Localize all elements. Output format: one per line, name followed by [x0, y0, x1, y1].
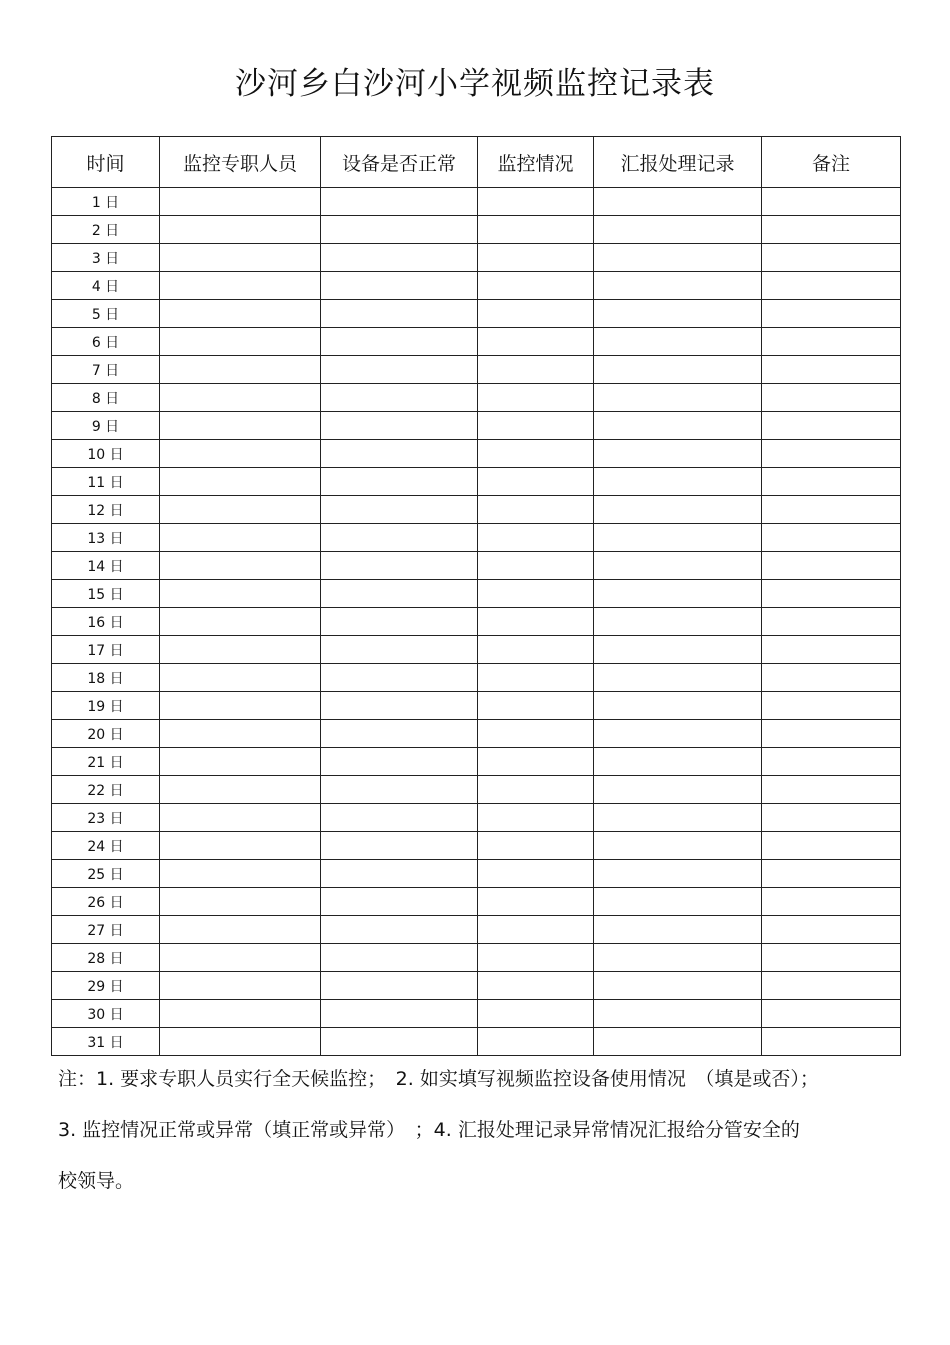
staff-cell[interactable]: [160, 804, 321, 832]
day-cell: 3 日: [52, 244, 160, 272]
remarks-cell[interactable]: [762, 552, 901, 580]
day-cell: 25 日: [52, 860, 160, 888]
report-cell[interactable]: [594, 412, 762, 440]
status-cell[interactable]: [478, 552, 594, 580]
table-row: [52, 720, 901, 748]
remarks-cell[interactable]: [762, 356, 901, 384]
day-cell: 9 日: [52, 412, 160, 440]
staff-cell[interactable]: [160, 216, 321, 244]
day-cell: 21 日: [52, 748, 160, 776]
header-report-record: 汇报处理记录: [594, 137, 762, 188]
equipment-cell[interactable]: [321, 1000, 478, 1028]
status-cell[interactable]: [478, 300, 594, 328]
table-row: [52, 440, 901, 468]
staff-cell[interactable]: [160, 244, 321, 272]
equipment-cell[interactable]: [321, 888, 478, 916]
equipment-cell[interactable]: [321, 748, 478, 776]
table-row: [52, 776, 901, 804]
remarks-cell[interactable]: [762, 832, 901, 860]
header-monitor-staff: 监控专职人员: [160, 137, 321, 188]
status-cell[interactable]: [478, 664, 594, 692]
report-cell[interactable]: [594, 580, 762, 608]
table-row: [52, 188, 901, 216]
equipment-cell[interactable]: [321, 832, 478, 860]
equipment-cell[interactable]: [321, 692, 478, 720]
table-row: [52, 272, 901, 300]
day-cell: 22 日: [52, 776, 160, 804]
status-cell[interactable]: [478, 1028, 594, 1056]
table-row: [52, 356, 901, 384]
report-cell[interactable]: [594, 1000, 762, 1028]
table-row: [52, 412, 901, 440]
status-cell[interactable]: [478, 888, 594, 916]
day-cell: 8 日: [52, 384, 160, 412]
equipment-cell[interactable]: [321, 216, 478, 244]
day-cell: 7 日: [52, 356, 160, 384]
remarks-cell[interactable]: [762, 1028, 901, 1056]
staff-cell[interactable]: [160, 468, 321, 496]
table-row: [52, 1028, 901, 1056]
status-cell[interactable]: [478, 580, 594, 608]
table-row: [52, 888, 901, 916]
table-row: [52, 216, 901, 244]
remarks-cell[interactable]: [762, 748, 901, 776]
table-row: [52, 608, 901, 636]
table-row: [52, 244, 901, 272]
equipment-cell[interactable]: [321, 916, 478, 944]
staff-cell[interactable]: [160, 692, 321, 720]
staff-cell[interactable]: [160, 356, 321, 384]
staff-cell[interactable]: [160, 272, 321, 300]
monitoring-log-table: [51, 136, 901, 1056]
document-title: 沙河乡白沙河小学视频监控记录表: [235, 66, 715, 102]
status-cell[interactable]: [478, 524, 594, 552]
table-row: [52, 580, 901, 608]
remarks-cell[interactable]: [762, 804, 901, 832]
day-cell: 19 日: [52, 692, 160, 720]
table-row: [52, 524, 901, 552]
staff-cell[interactable]: [160, 944, 321, 972]
equipment-cell[interactable]: [321, 720, 478, 748]
notes-section: [58, 1062, 908, 1215]
day-cell: 16 日: [52, 608, 160, 636]
table-row: [52, 748, 901, 776]
report-cell[interactable]: [594, 972, 762, 1000]
staff-cell[interactable]: [160, 832, 321, 860]
equipment-cell[interactable]: [321, 944, 478, 972]
note-line: 注：1. 要求专职人员实行全天候监控； 2. 如实填写视频监控设备使用情况 （填是或否）；: [58, 1068, 819, 1090]
day-cell: 29 日: [52, 972, 160, 1000]
remarks-cell[interactable]: [762, 608, 901, 636]
remarks-cell[interactable]: [762, 216, 901, 244]
header-time: 时间: [52, 137, 160, 188]
remarks-cell[interactable]: [762, 440, 901, 468]
status-cell[interactable]: [478, 692, 594, 720]
status-cell[interactable]: [478, 776, 594, 804]
report-cell[interactable]: [594, 496, 762, 524]
equipment-cell[interactable]: [321, 468, 478, 496]
remarks-cell[interactable]: [762, 384, 901, 412]
equipment-cell[interactable]: [321, 440, 478, 468]
equipment-cell[interactable]: [321, 496, 478, 524]
staff-cell[interactable]: [160, 888, 321, 916]
equipment-cell[interactable]: [321, 328, 478, 356]
staff-cell[interactable]: [160, 748, 321, 776]
report-cell[interactable]: [594, 636, 762, 664]
report-cell[interactable]: [594, 804, 762, 832]
status-cell[interactable]: [478, 944, 594, 972]
remarks-cell[interactable]: [762, 916, 901, 944]
status-cell[interactable]: [478, 244, 594, 272]
report-cell[interactable]: [594, 832, 762, 860]
status-cell[interactable]: [478, 804, 594, 832]
day-cell: 18 日: [52, 664, 160, 692]
table-row: [52, 1000, 901, 1028]
table-row: [52, 944, 901, 972]
header-equipment-normal: 设备是否正常: [321, 137, 478, 188]
day-cell: 24 日: [52, 832, 160, 860]
remarks-cell[interactable]: [762, 692, 901, 720]
report-cell[interactable]: [594, 776, 762, 804]
table-row: [52, 496, 901, 524]
day-cell: 5 日: [52, 300, 160, 328]
table-row: [52, 468, 901, 496]
day-cell: 14 日: [52, 552, 160, 580]
remarks-cell[interactable]: [762, 524, 901, 552]
table-row: [52, 860, 901, 888]
equipment-cell[interactable]: [321, 356, 478, 384]
staff-cell[interactable]: [160, 440, 321, 468]
staff-cell[interactable]: [160, 328, 321, 356]
status-cell[interactable]: [478, 748, 594, 776]
table-row: [52, 664, 901, 692]
status-cell[interactable]: [478, 832, 594, 860]
report-cell[interactable]: [594, 860, 762, 888]
table-row: [52, 300, 901, 328]
staff-cell[interactable]: [160, 664, 321, 692]
report-cell[interactable]: [594, 244, 762, 272]
report-cell[interactable]: [594, 440, 762, 468]
remarks-cell[interactable]: [762, 328, 901, 356]
table-row: [52, 552, 901, 580]
day-cell: 26 日: [52, 888, 160, 916]
status-cell[interactable]: [478, 468, 594, 496]
equipment-cell[interactable]: [321, 636, 478, 664]
status-cell[interactable]: [478, 328, 594, 356]
day-cell: 6 日: [52, 328, 160, 356]
equipment-cell[interactable]: [321, 804, 478, 832]
equipment-cell[interactable]: [321, 608, 478, 636]
table-row: [52, 384, 901, 412]
equipment-cell[interactable]: [321, 776, 478, 804]
note-line: 3. 监控情况正常或异常（填正常或异常） ；4. 汇报处理记录异常情况汇报给分管安全的: [58, 1119, 800, 1141]
table-row: [52, 636, 901, 664]
status-cell[interactable]: [478, 972, 594, 1000]
staff-cell[interactable]: [160, 496, 321, 524]
status-cell[interactable]: [478, 1000, 594, 1028]
status-cell[interactable]: [478, 384, 594, 412]
remarks-cell[interactable]: [762, 720, 901, 748]
report-cell[interactable]: [594, 356, 762, 384]
status-cell[interactable]: [478, 412, 594, 440]
staff-cell[interactable]: [160, 776, 321, 804]
staff-cell[interactable]: [160, 524, 321, 552]
status-cell[interactable]: [478, 188, 594, 216]
status-cell[interactable]: [478, 916, 594, 944]
day-cell: 11 日: [52, 468, 160, 496]
remarks-cell[interactable]: [762, 636, 901, 664]
equipment-cell[interactable]: [321, 244, 478, 272]
remarks-cell[interactable]: [762, 244, 901, 272]
staff-cell[interactable]: [160, 972, 321, 1000]
remarks-cell[interactable]: [762, 496, 901, 524]
equipment-cell[interactable]: [321, 300, 478, 328]
table-row: [52, 804, 901, 832]
day-cell: 15 日: [52, 580, 160, 608]
equipment-cell[interactable]: [321, 1028, 478, 1056]
equipment-cell[interactable]: [321, 188, 478, 216]
staff-cell[interactable]: [160, 1028, 321, 1056]
table-row: [52, 692, 901, 720]
report-cell[interactable]: [594, 468, 762, 496]
status-cell[interactable]: [478, 496, 594, 524]
equipment-cell[interactable]: [321, 580, 478, 608]
equipment-cell[interactable]: [321, 272, 478, 300]
remarks-cell[interactable]: [762, 412, 901, 440]
status-cell[interactable]: [478, 440, 594, 468]
staff-cell[interactable]: [160, 1000, 321, 1028]
equipment-cell[interactable]: [321, 384, 478, 412]
equipment-cell[interactable]: [321, 860, 478, 888]
status-cell[interactable]: [478, 356, 594, 384]
report-cell[interactable]: [594, 216, 762, 244]
remarks-cell[interactable]: [762, 888, 901, 916]
remarks-cell[interactable]: [762, 776, 901, 804]
report-cell[interactable]: [594, 272, 762, 300]
day-cell: 20 日: [52, 720, 160, 748]
status-cell[interactable]: [478, 720, 594, 748]
report-cell[interactable]: [594, 1028, 762, 1056]
report-cell[interactable]: [594, 524, 762, 552]
status-cell[interactable]: [478, 636, 594, 664]
day-cell: 17 日: [52, 636, 160, 664]
report-cell[interactable]: [594, 720, 762, 748]
staff-cell[interactable]: [160, 720, 321, 748]
staff-cell[interactable]: [160, 552, 321, 580]
report-cell[interactable]: [594, 552, 762, 580]
report-cell[interactable]: [594, 300, 762, 328]
report-cell[interactable]: [594, 748, 762, 776]
staff-cell[interactable]: [160, 188, 321, 216]
staff-cell[interactable]: [160, 580, 321, 608]
remarks-cell[interactable]: [762, 300, 901, 328]
day-cell: 30 日: [52, 1000, 160, 1028]
table-row: [52, 328, 901, 356]
report-cell[interactable]: [594, 888, 762, 916]
staff-cell[interactable]: [160, 916, 321, 944]
report-cell[interactable]: [594, 692, 762, 720]
remarks-cell[interactable]: [762, 664, 901, 692]
staff-cell[interactable]: [160, 860, 321, 888]
equipment-cell[interactable]: [321, 664, 478, 692]
equipment-cell[interactable]: [321, 412, 478, 440]
table-row: [52, 972, 901, 1000]
note-line: 校领导。: [58, 1170, 135, 1192]
report-cell[interactable]: [594, 944, 762, 972]
status-cell[interactable]: [478, 608, 594, 636]
day-cell: 23 日: [52, 804, 160, 832]
remarks-cell[interactable]: [762, 272, 901, 300]
remarks-cell[interactable]: [762, 944, 901, 972]
day-cell: 13 日: [52, 524, 160, 552]
remarks-cell[interactable]: [762, 860, 901, 888]
equipment-cell[interactable]: [321, 524, 478, 552]
header-monitoring-status: 监控情况: [478, 137, 594, 188]
day-cell: 12 日: [52, 496, 160, 524]
day-cell: 10 日: [52, 440, 160, 468]
report-cell[interactable]: [594, 328, 762, 356]
report-cell[interactable]: [594, 664, 762, 692]
day-cell: 27 日: [52, 916, 160, 944]
remarks-cell[interactable]: [762, 580, 901, 608]
table-row: [52, 916, 901, 944]
equipment-cell[interactable]: [321, 552, 478, 580]
table-header-row: [52, 137, 901, 188]
table-body: [52, 188, 901, 1056]
report-cell[interactable]: [594, 384, 762, 412]
remarks-cell[interactable]: [762, 468, 901, 496]
report-cell[interactable]: [594, 188, 762, 216]
remarks-cell[interactable]: [762, 972, 901, 1000]
staff-cell[interactable]: [160, 608, 321, 636]
day-cell: 2 日: [52, 216, 160, 244]
staff-cell[interactable]: [160, 300, 321, 328]
day-cell: 31 日: [52, 1028, 160, 1056]
status-cell[interactable]: [478, 272, 594, 300]
day-cell: 1 日: [52, 188, 160, 216]
remarks-cell[interactable]: [762, 188, 901, 216]
day-cell: 28 日: [52, 944, 160, 972]
staff-cell[interactable]: [160, 636, 321, 664]
day-cell: 4 日: [52, 272, 160, 300]
header-remarks: 备注: [762, 137, 901, 188]
status-cell[interactable]: [478, 860, 594, 888]
staff-cell[interactable]: [160, 412, 321, 440]
status-cell[interactable]: [478, 216, 594, 244]
report-cell[interactable]: [594, 608, 762, 636]
table-row: [52, 832, 901, 860]
report-cell[interactable]: [594, 916, 762, 944]
staff-cell[interactable]: [160, 384, 321, 412]
remarks-cell[interactable]: [762, 1000, 901, 1028]
equipment-cell[interactable]: [321, 972, 478, 1000]
